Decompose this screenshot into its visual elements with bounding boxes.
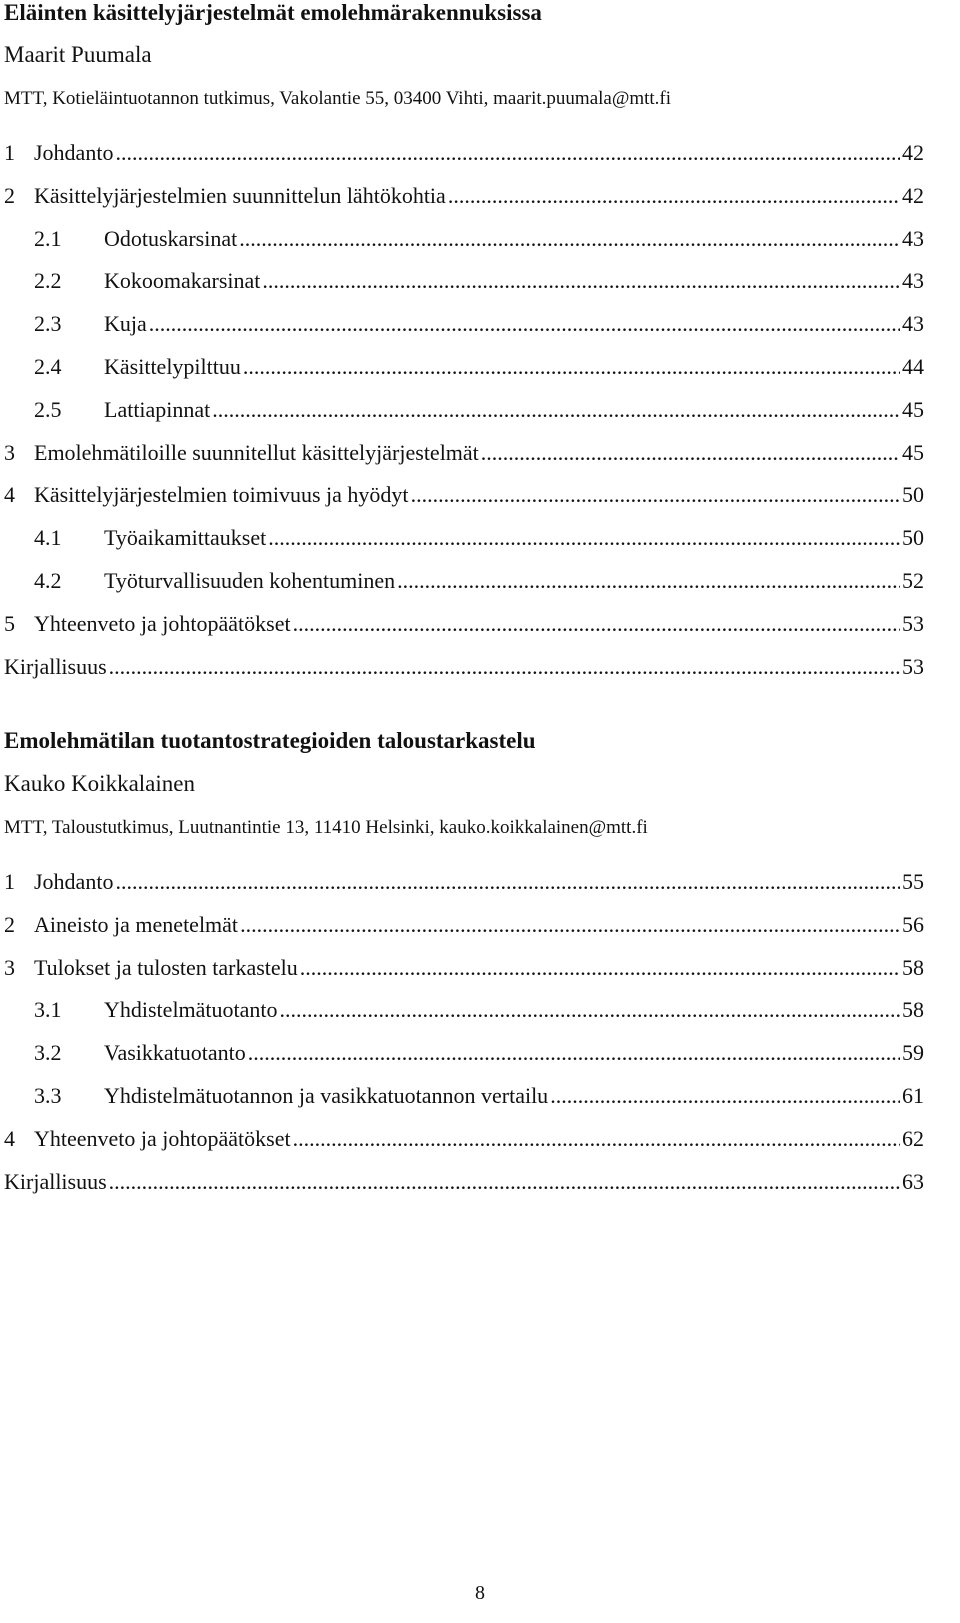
toc-dot-leader xyxy=(397,568,900,594)
toc-entry[interactable] xyxy=(4,268,924,300)
toc-entry-number: 3.3 xyxy=(34,1083,62,1108)
toc-entry-page: 58 xyxy=(902,997,924,1023)
toc-entry-page: 62 xyxy=(902,1125,924,1151)
toc-entry[interactable] xyxy=(4,912,924,944)
toc-entry[interactable] xyxy=(4,1040,924,1072)
toc-entry-page: 50 xyxy=(902,482,924,508)
toc-dot-leader xyxy=(293,611,900,637)
toc-entry-label: Kirjallisuus xyxy=(4,653,107,679)
toc-entry-label: Kuja xyxy=(104,311,147,337)
toc-entry-number: 2.1 xyxy=(34,225,62,251)
toc-entry[interactable] xyxy=(4,354,924,386)
toc-entry[interactable] xyxy=(4,568,924,600)
toc-entry-label: Johdanto xyxy=(34,140,114,165)
section-1-affiliation: MTT, Kotieläintuotannon tutkimus, Vakolantie 55, 03400 Vihti, maarit.puumala@mtt.fi xyxy=(4,88,672,109)
toc-entry[interactable] xyxy=(4,1169,924,1201)
toc-entry-page: 42 xyxy=(902,140,924,165)
toc-entry-page: 59 xyxy=(902,1040,924,1066)
toc-entry-number: 3 xyxy=(4,439,15,465)
toc-entry[interactable] xyxy=(4,525,924,557)
toc-entry[interactable] xyxy=(4,955,924,987)
toc-entry-number: 3.2 xyxy=(34,1040,62,1066)
toc-dot-leader xyxy=(109,654,900,680)
toc-entry-page: 58 xyxy=(902,954,924,980)
section-2-author: Kauko Koikkalainen xyxy=(4,771,195,796)
toc-entry-label: Johdanto xyxy=(34,869,114,894)
toc-entry-number: 5 xyxy=(4,610,15,636)
section-2-title: Emolehmätilan tuotantostrategioiden taloustarkastelu xyxy=(4,728,536,753)
toc-entry-label: Käsittelyjärjestelmien suunnittelun lähtökohtia xyxy=(34,182,446,208)
toc-entry-label: Aineisto ja menetelmät xyxy=(34,911,239,937)
toc-entry[interactable] xyxy=(4,397,924,429)
toc-entry[interactable] xyxy=(4,183,924,215)
toc-entry-page: 53 xyxy=(902,653,924,679)
section-1-author: Maarit Puumala xyxy=(4,42,152,67)
toc-entry-label: Käsittelypilttuu xyxy=(104,354,241,379)
toc-dot-leader xyxy=(550,1083,900,1109)
toc-entry-label: Yhteenveto ja johtopäätökset xyxy=(34,610,291,636)
toc-entry-number: 2.4 xyxy=(34,354,62,379)
toc-entry-label: Odotuskarsinat xyxy=(104,225,238,251)
toc-entry[interactable] xyxy=(4,1083,924,1115)
toc-entry-number: 2.2 xyxy=(34,268,62,294)
toc-entry-page: 45 xyxy=(902,439,924,465)
toc-entry-number: 2.3 xyxy=(34,311,62,337)
toc-dot-leader xyxy=(239,226,900,252)
toc-dot-leader xyxy=(262,268,900,294)
section-1-title: Eläinten käsittelyjärjestelmät emolehmärakennuksissa xyxy=(4,0,542,25)
toc-entry-page: 50 xyxy=(902,525,924,551)
toc-entry[interactable] xyxy=(4,482,924,514)
toc-entry-number: 4.1 xyxy=(34,525,62,551)
toc-entry-page: 56 xyxy=(902,911,924,937)
toc-entry-label: Työturvallisuuden kohentuminen xyxy=(104,568,396,593)
toc-entry-page: 42 xyxy=(902,182,924,208)
toc-entry-page: 63 xyxy=(902,1168,924,1194)
toc-entry[interactable] xyxy=(4,226,924,258)
toc-dot-leader xyxy=(280,997,900,1023)
toc-entry-number: 3 xyxy=(4,954,15,980)
toc-dot-leader xyxy=(448,183,900,209)
toc-entry-number: 4.2 xyxy=(34,568,62,593)
toc-entry-number: 1 xyxy=(4,140,15,165)
toc-entry-label: Työaikamittaukset xyxy=(104,525,267,551)
toc-entry-number: 2.5 xyxy=(34,396,62,422)
toc-entry[interactable] xyxy=(4,1126,924,1158)
toc-entry-label: Kirjallisuus xyxy=(4,1168,107,1194)
page-number: 8 xyxy=(475,1582,485,1604)
toc-entry-label: Vasikkatuotanto xyxy=(104,1040,246,1066)
toc-dot-leader xyxy=(149,311,900,337)
toc-entry-label: Tulokset ja tulosten tarkastelu xyxy=(34,954,298,980)
toc-dot-leader xyxy=(481,440,900,466)
toc-entry-page: 52 xyxy=(902,568,924,593)
toc-entry-page: 45 xyxy=(902,396,924,422)
toc-entry-page: 43 xyxy=(902,225,924,251)
toc-entry-label: Yhdistelmätuotannon ja vasikkatuotannon vertailu xyxy=(104,1083,549,1108)
toc-entry-page: 43 xyxy=(902,268,924,294)
section-2-affiliation: MTT, Taloustutkimus, Luutnantintie 13, 11410 Helsinki, kauko.koikkalainen@mtt.fi xyxy=(4,817,648,838)
toc-dot-leader xyxy=(240,912,900,938)
toc-dot-leader xyxy=(115,869,900,895)
toc-entry-page: 44 xyxy=(902,354,924,379)
toc-entry[interactable] xyxy=(4,997,924,1029)
toc-entry-page: 53 xyxy=(902,610,924,636)
toc-dot-leader xyxy=(293,1126,900,1152)
toc-entry-number: 3.1 xyxy=(34,997,62,1023)
toc-entry-number: 1 xyxy=(4,869,15,894)
toc-entry-number: 4 xyxy=(4,482,15,508)
toc-dot-leader xyxy=(212,397,900,423)
toc-dot-leader xyxy=(115,140,900,166)
toc-entry[interactable] xyxy=(4,311,924,343)
toc-dot-leader xyxy=(300,955,900,981)
toc-entry-number: 4 xyxy=(4,1125,15,1151)
toc-entry-label: Yhteenveto ja johtopäätökset xyxy=(34,1125,291,1151)
toc-entry-label: Yhdistelmätuotanto xyxy=(104,997,278,1023)
toc-entry-number: 2 xyxy=(4,911,15,937)
toc-dot-leader xyxy=(109,1169,900,1195)
toc-entry[interactable] xyxy=(4,869,924,901)
toc-entry-number: 2 xyxy=(4,182,15,208)
toc-dot-leader xyxy=(248,1040,900,1066)
toc-dot-leader xyxy=(411,482,900,508)
toc-entry-label: Lattiapinnat xyxy=(104,396,211,422)
toc-entry-label: Kokoomakarsinat xyxy=(104,268,261,294)
toc-entry[interactable] xyxy=(4,140,924,172)
toc-entry-page: 55 xyxy=(902,869,924,894)
toc-dot-leader xyxy=(268,525,900,551)
toc-entry-label: Käsittelyjärjestelmien toimivuus ja hyödyt xyxy=(34,482,409,508)
toc-entry-page: 61 xyxy=(902,1083,924,1108)
toc-entry-page: 43 xyxy=(902,311,924,337)
toc-entry[interactable] xyxy=(4,440,924,472)
toc-entry[interactable] xyxy=(4,654,924,686)
toc-dot-leader xyxy=(243,354,900,380)
toc-entry[interactable] xyxy=(4,611,924,643)
toc-entry-label: Emolehmätiloille suunnitellut käsittelyjärjestelmät xyxy=(34,439,479,465)
